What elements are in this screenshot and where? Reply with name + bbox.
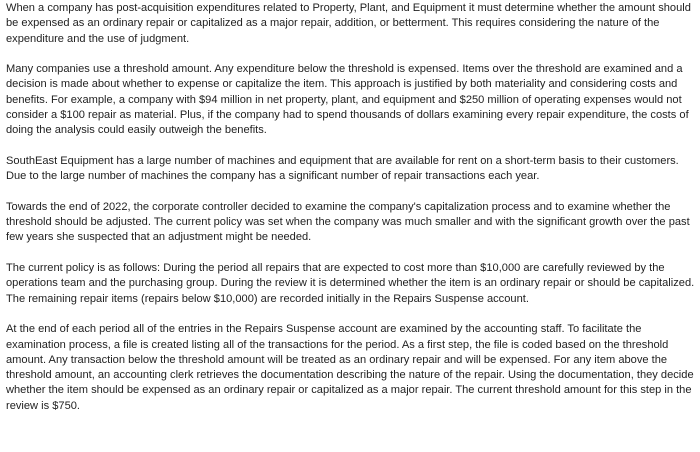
paragraph-threshold-approach: Many companies use a threshold amount. Any expenditure below the threshold is expensed. Items over the threshold are examined and a decision is made about whether to expense or capitalize the item. This approach is justified by both materiality and considering costs and benefits. For example, a company with $94 million in net property, plant, and equipment and $250 million of operating expenses would not consider a $100 repair as material. Plus, if the company had to spend thousands of dollars examining every repair expenditure, the costs of doing the analysis could easily outweigh the benefits. bbox=[6, 63, 689, 137]
paragraph-current-policy: The current policy is as follows: During the period all repairs that are expected to cost more than $10,000 are carefully reviewed by the operations team and the purchasing group. During the review it is determined whether the item is an ordinary repair or should be capitalized. The remaining repair items (repairs below $10,000) are recorded initially in the Repairs Suspense account. bbox=[6, 262, 695, 305]
paragraph-controller-review: Towards the end of 2022, the corporate controller decided to examine the company's capitalization process and to examine whether the threshold should be adjusted. The current policy was set when the company was much smaller and with the significant growth over the past few years she suspected that an adjustment might be needed. bbox=[6, 200, 690, 244]
paragraph-period-end-examination: At the end of each period all of the entries in the Repairs Suspense account are examined by the accounting staff. To facilitate the examination process, a file is created listing all of the transactions for the period. As a first step, the file is coded based on the threshold amount. Any transaction below the threshold amount will be treated as an ordinary repair and will be expensed. For any item above the threshold amount, an accounting clerk retrieves the documentation describing the nature of the repair. Using the documentation, they decide whether the item should be expensed as an ordinary repair or capitalized as a major repair. The current threshold amount for this step in the review is $750. bbox=[6, 323, 694, 412]
paragraph-expenditure-judgment: When a company has post-acquisition expenditures related to Property, Plant, and Equipment it must determine whether the amount should be expensed as an ordinary repair or capitalized as a major repair, addition, or betterment. This requires considering the nature of the expenditure and the use of judgment. bbox=[6, 2, 691, 45]
paragraph-southeast-equipment: SouthEast Equipment has a large number of machines and equipment that are available for rent on a short-term basis to their customers. Due to the large number of machines the company has a significant number of repair transactions each year. bbox=[6, 154, 679, 183]
